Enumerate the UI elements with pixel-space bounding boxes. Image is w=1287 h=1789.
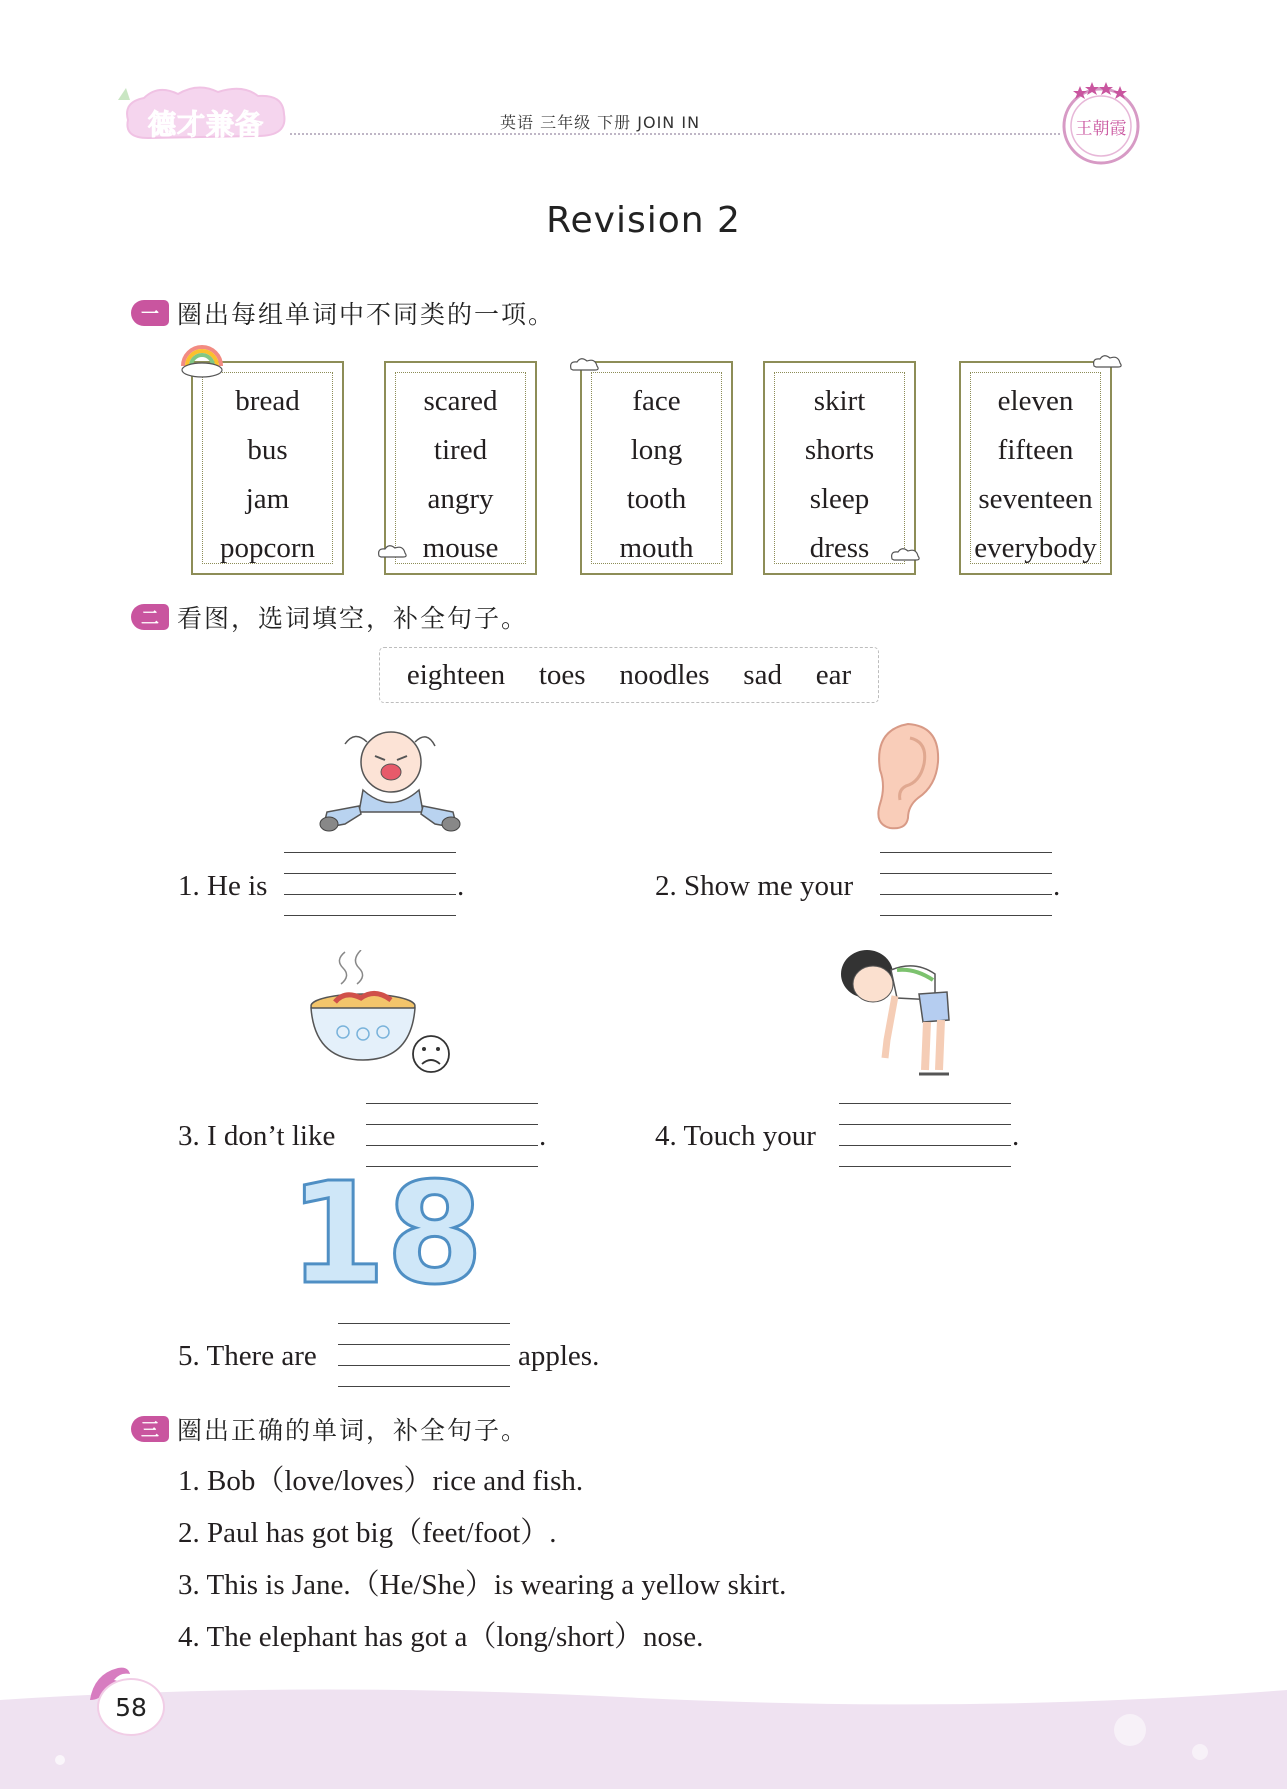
word-option[interactable]: fifteen xyxy=(997,434,1074,466)
word-option[interactable]: everybody xyxy=(974,532,1097,564)
word-bank-option: toes xyxy=(538,658,586,691)
choice-sentence[interactable]: 2. Paul has got big（feet/foot）. xyxy=(178,1517,557,1549)
word-option[interactable]: angry xyxy=(427,483,494,515)
word-bank-box xyxy=(379,647,879,703)
word-bank-option: noodles xyxy=(619,658,710,691)
sentence-4-suffix: . xyxy=(1012,1120,1020,1152)
section3-badge: 三 xyxy=(131,1416,169,1442)
word-group-box xyxy=(959,361,1112,575)
word-option[interactable]: bus xyxy=(247,434,288,466)
word-option[interactable]: sleep xyxy=(809,483,870,515)
brand-logo-text: 德才兼备 xyxy=(148,108,265,141)
section3-heading xyxy=(131,1411,528,1447)
section1-instruction: 圈出每组单词中不同类的一项。 xyxy=(177,300,556,329)
number-eighteen-picture xyxy=(288,1153,484,1316)
word-option[interactable]: seventeen xyxy=(978,483,1093,515)
crying-baby-picture xyxy=(315,720,463,832)
word-option[interactable]: scared xyxy=(423,385,498,417)
number-eighteen-glyph: 18 xyxy=(288,1153,484,1316)
header-subject-line: 英语 三年级 下册 JOIN IN xyxy=(500,113,701,132)
word-group-box xyxy=(763,361,916,575)
answer-blank-5[interactable] xyxy=(338,1323,510,1387)
section2-heading xyxy=(131,599,528,635)
word-option[interactable]: face xyxy=(632,385,681,417)
word-bank-option: sad xyxy=(743,658,782,691)
ear-picture xyxy=(868,720,944,832)
choice-sentence[interactable]: 4. The elephant has got a（long/short）nose. xyxy=(178,1621,704,1653)
word-bank-option: eighteen xyxy=(406,658,506,691)
section1-badge: 一 xyxy=(131,300,169,326)
sentence-2-suffix: . xyxy=(1053,870,1061,902)
word-option[interactable]: dress xyxy=(809,532,870,564)
word-bank-option: ear xyxy=(815,658,852,691)
word-group-box xyxy=(191,361,344,575)
word-option[interactable]: bread xyxy=(235,385,300,417)
word-option[interactable]: long xyxy=(630,434,683,466)
sentence-3-prefix: 3. I don’t like xyxy=(178,1120,336,1152)
word-option[interactable]: shorts xyxy=(804,434,875,466)
word-option[interactable]: tired xyxy=(433,434,488,466)
word-option[interactable]: mouth xyxy=(619,532,694,564)
page-title: Revision 2 xyxy=(546,200,741,241)
page-number: 58 xyxy=(97,1678,165,1736)
header-divider xyxy=(290,133,1060,135)
sentence-3-suffix: . xyxy=(539,1120,547,1152)
word-option[interactable]: tooth xyxy=(626,483,687,515)
cloud-icon xyxy=(1090,352,1124,370)
sentence-4-prefix: 4. Touch your xyxy=(655,1120,816,1152)
author-seal-logo xyxy=(1058,78,1143,168)
answer-blank-1[interactable] xyxy=(284,852,456,916)
word-option[interactable]: mouse xyxy=(422,532,499,564)
sentence-5-suffix: apples. xyxy=(518,1340,600,1372)
word-option[interactable]: eleven xyxy=(997,385,1074,417)
sentence-2-prefix: 2. Show me your xyxy=(655,870,854,902)
cloud-icon xyxy=(567,355,601,373)
section1-heading xyxy=(131,295,555,331)
cloud-icon xyxy=(375,542,409,560)
answer-blank-4[interactable] xyxy=(839,1103,1011,1167)
noodles-sad-face-picture xyxy=(305,950,455,1075)
section2-badge: 二 xyxy=(131,604,169,630)
section3-instruction: 圈出正确的单词，补全句子。 xyxy=(177,1416,529,1445)
word-option[interactable]: skirt xyxy=(813,385,866,417)
word-option[interactable]: jam xyxy=(245,483,290,515)
boy-touching-toes-picture xyxy=(835,940,955,1085)
answer-blank-2[interactable] xyxy=(880,852,1052,916)
choice-sentence[interactable]: 3. This is Jane.（He/She）is wearing a yellow skirt. xyxy=(178,1569,787,1601)
section2-instruction: 看图，选词填空，补全句子。 xyxy=(177,604,529,633)
seal-text: 王朝霞 xyxy=(1075,119,1127,139)
sentence-1-suffix: . xyxy=(457,870,465,902)
footer-wave-background xyxy=(0,1680,1287,1789)
word-option[interactable]: popcorn xyxy=(219,532,316,564)
cloud-icon xyxy=(888,545,922,563)
sentence-1-prefix: 1. He is xyxy=(178,870,268,902)
rainbow-cloud-icon xyxy=(177,340,227,378)
choice-sentence[interactable]: 1. Bob（love/loves）rice and fish. xyxy=(178,1465,584,1497)
word-group-box xyxy=(580,361,733,575)
sentence-5-prefix: 5. There are xyxy=(178,1340,317,1372)
